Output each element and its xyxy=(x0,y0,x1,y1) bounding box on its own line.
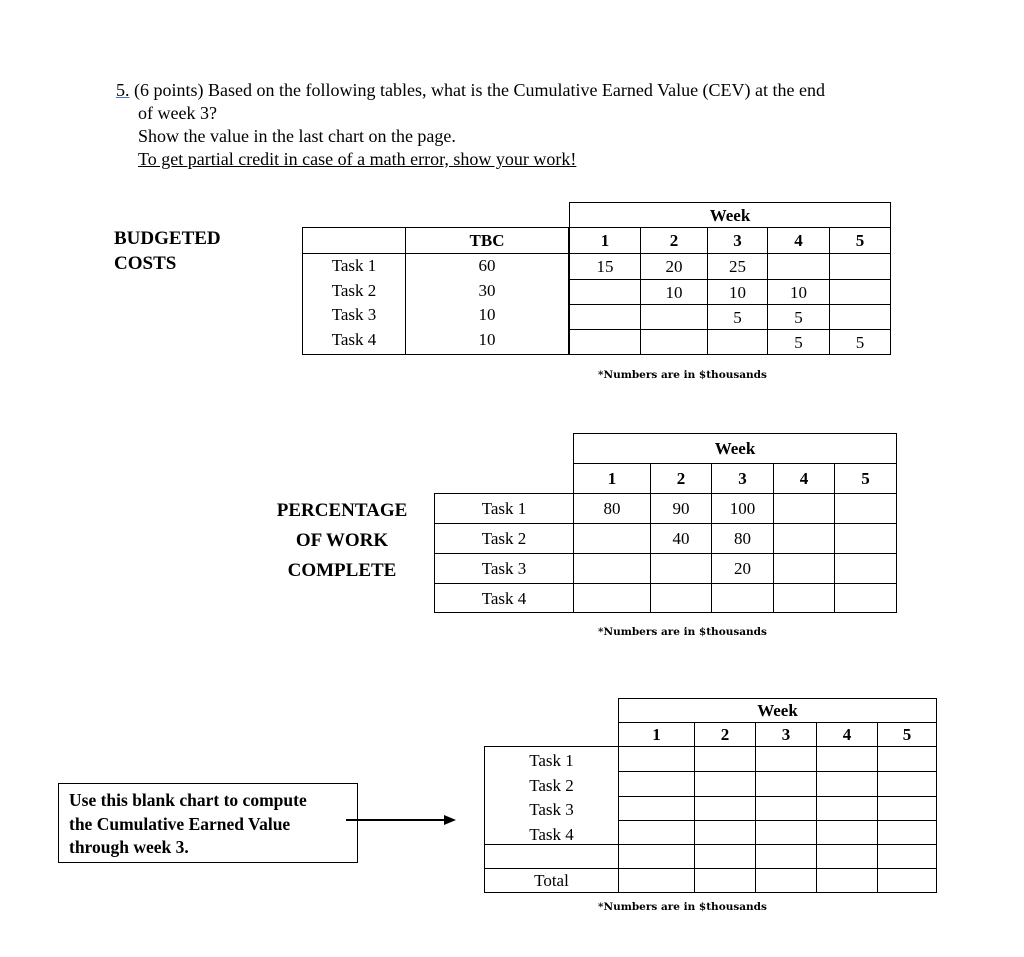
blank-week-1: 1 xyxy=(618,722,695,747)
question-line-4: To get partial credit in case of a math error, show your work! xyxy=(138,149,577,169)
blank-week-2: 2 xyxy=(694,722,756,747)
blank-answer-cell xyxy=(816,746,878,772)
budget-cell: 20 xyxy=(640,253,708,280)
budget-task-1: Task 1 xyxy=(331,256,377,275)
blank-answer-cell xyxy=(694,844,756,869)
percent-week-2: 2 xyxy=(650,463,712,494)
blank-answer-cell xyxy=(877,868,937,893)
percent-cell: 90 xyxy=(650,493,712,524)
budget-cell: 15 xyxy=(569,253,641,280)
budget-week-3: 3 xyxy=(707,227,768,254)
budget-week-4: 4 xyxy=(767,227,830,254)
blank-answer-cell xyxy=(618,820,695,845)
percent-cell xyxy=(650,583,712,613)
blank-answer-cell xyxy=(694,820,756,845)
budget-header-blank xyxy=(302,227,406,254)
budget-tbc-column xyxy=(405,253,569,355)
budget-cell xyxy=(569,279,641,305)
percent-cell xyxy=(573,583,651,613)
blank-answer-cell xyxy=(816,868,878,893)
blank-task-4: Task 4 xyxy=(529,824,574,844)
percent-cell xyxy=(573,523,651,554)
blank-week-3: 3 xyxy=(755,722,817,747)
blank-task-2: Task 2 xyxy=(529,775,574,795)
budget-week-1: 1 xyxy=(569,227,641,254)
percentage-complete-label: PERCENTAGE OF WORK COMPLETE xyxy=(276,500,408,581)
blank-answer-cell xyxy=(755,844,817,869)
percent-task-4: Task 4 xyxy=(434,583,574,613)
budget-cell: 25 xyxy=(707,253,768,280)
percent-cell xyxy=(773,583,835,613)
percent-task-2: Task 2 xyxy=(434,523,574,554)
question-number: 5. xyxy=(116,80,130,100)
blank-answer-cell xyxy=(694,868,756,893)
question-line-2: of week 3? xyxy=(138,103,217,123)
budget-cell xyxy=(707,329,768,355)
budget-cell xyxy=(640,329,708,355)
percent-cell xyxy=(711,583,774,613)
budget-week-5: 5 xyxy=(829,227,891,254)
budget-tbc-4: 10 xyxy=(478,329,496,349)
blank-answer-cell xyxy=(618,746,695,772)
budget-cell: 10 xyxy=(640,279,708,305)
percent-cell: 80 xyxy=(573,493,651,524)
blank-spacer-row xyxy=(484,844,619,869)
percent-cell: 20 xyxy=(711,553,774,584)
blank-answer-cell xyxy=(816,771,878,797)
blank-task-3: Task 3 xyxy=(529,800,574,819)
blank-answer-cell xyxy=(618,868,695,893)
budget-tbc-1: 60 xyxy=(478,256,496,275)
blank-answer-cell xyxy=(877,820,937,845)
blank-week-4: 4 xyxy=(816,722,878,747)
budget-tbc-3: 10 xyxy=(478,305,496,324)
percent-task-3: Task 3 xyxy=(434,553,574,584)
percent-week-5: 5 xyxy=(834,463,897,494)
budget-task-column xyxy=(302,253,406,355)
blank-week-header: Week xyxy=(618,698,937,723)
percent-week-3: 3 xyxy=(711,463,774,494)
budget-cell: 10 xyxy=(707,279,768,305)
blank-answer-cell xyxy=(877,844,937,869)
blank-answer-cell xyxy=(755,868,817,893)
budget-cell xyxy=(569,304,641,330)
budget-week-header: Week xyxy=(569,202,891,228)
budget-cell: 10 xyxy=(767,279,830,305)
budget-cell xyxy=(640,304,708,330)
percent-week-header: Week xyxy=(573,433,897,464)
budget-cell: 5 xyxy=(767,329,830,355)
question-line-1: 5. (6 points) Based on the following tables, what is the Cumulative Earned Value (CEV) at the end xyxy=(116,80,826,100)
percent-cell: 40 xyxy=(650,523,712,554)
percent-cell xyxy=(834,523,897,554)
question-text xyxy=(116,79,976,171)
budget-note: *Numbers are in $thousands xyxy=(598,369,767,381)
blank-answer-cell xyxy=(694,796,756,821)
blank-answer-cell xyxy=(877,746,937,772)
percent-task-1: Task 1 xyxy=(434,493,574,524)
budget-cell xyxy=(829,253,891,280)
percent-cell xyxy=(834,493,897,524)
budget-task-2: Task 2 xyxy=(331,280,377,300)
percent-cell xyxy=(573,553,651,584)
budget-cell: 5 xyxy=(767,304,830,330)
percent-note: *Numbers are in $thousands xyxy=(598,626,767,638)
blank-answer-cell xyxy=(816,796,878,821)
blank-answer-cell xyxy=(618,771,695,797)
blank-answer-cell xyxy=(755,771,817,797)
blank-answer-cell xyxy=(694,746,756,772)
blank-answer-cell xyxy=(694,771,756,797)
arrow-right-icon xyxy=(346,810,458,830)
blank-total-label: Total xyxy=(484,868,619,893)
percent-cell xyxy=(773,553,835,584)
budget-tbc-2: 30 xyxy=(478,280,496,300)
percent-week-1: 1 xyxy=(573,463,651,494)
blank-answer-cell xyxy=(816,820,878,845)
budget-task-4: Task 4 xyxy=(331,329,377,349)
budget-week-2: 2 xyxy=(640,227,708,254)
budget-cell xyxy=(829,279,891,305)
budget-tbc-header: TBC xyxy=(405,227,569,254)
blank-answer-cell xyxy=(755,820,817,845)
budget-cell: 5 xyxy=(829,329,891,355)
instruction-box: Use this blank chart to compute the Cumulative Earned Value through week 3. xyxy=(58,783,358,863)
blank-note: *Numbers are in $thousands xyxy=(598,901,767,913)
budget-cell xyxy=(767,253,830,280)
blank-week-5: 5 xyxy=(877,722,937,747)
blank-answer-cell xyxy=(755,746,817,772)
budgeted-costs-label: BUDGETED COSTS xyxy=(114,228,221,274)
blank-answer-cell xyxy=(755,796,817,821)
percent-cell: 100 xyxy=(711,493,774,524)
question-line-3: Show the value in the last chart on the page. xyxy=(138,126,456,146)
blank-answer-cell xyxy=(618,844,695,869)
budget-cell: 5 xyxy=(707,304,768,330)
blank-answer-cell xyxy=(877,771,937,797)
percent-cell xyxy=(650,553,712,584)
percent-cell xyxy=(773,523,835,554)
budget-task-3: Task 3 xyxy=(331,305,377,324)
percent-cell xyxy=(834,553,897,584)
percent-cell: 80 xyxy=(711,523,774,554)
blank-task-1: Task 1 xyxy=(529,751,574,770)
percent-cell xyxy=(834,583,897,613)
budget-cell xyxy=(569,329,641,355)
blank-answer-cell xyxy=(618,796,695,821)
percent-cell xyxy=(773,493,835,524)
blank-task-column xyxy=(484,746,619,845)
blank-answer-cell xyxy=(877,796,937,821)
blank-answer-cell xyxy=(816,844,878,869)
percent-week-4: 4 xyxy=(773,463,835,494)
budget-cell xyxy=(829,304,891,330)
